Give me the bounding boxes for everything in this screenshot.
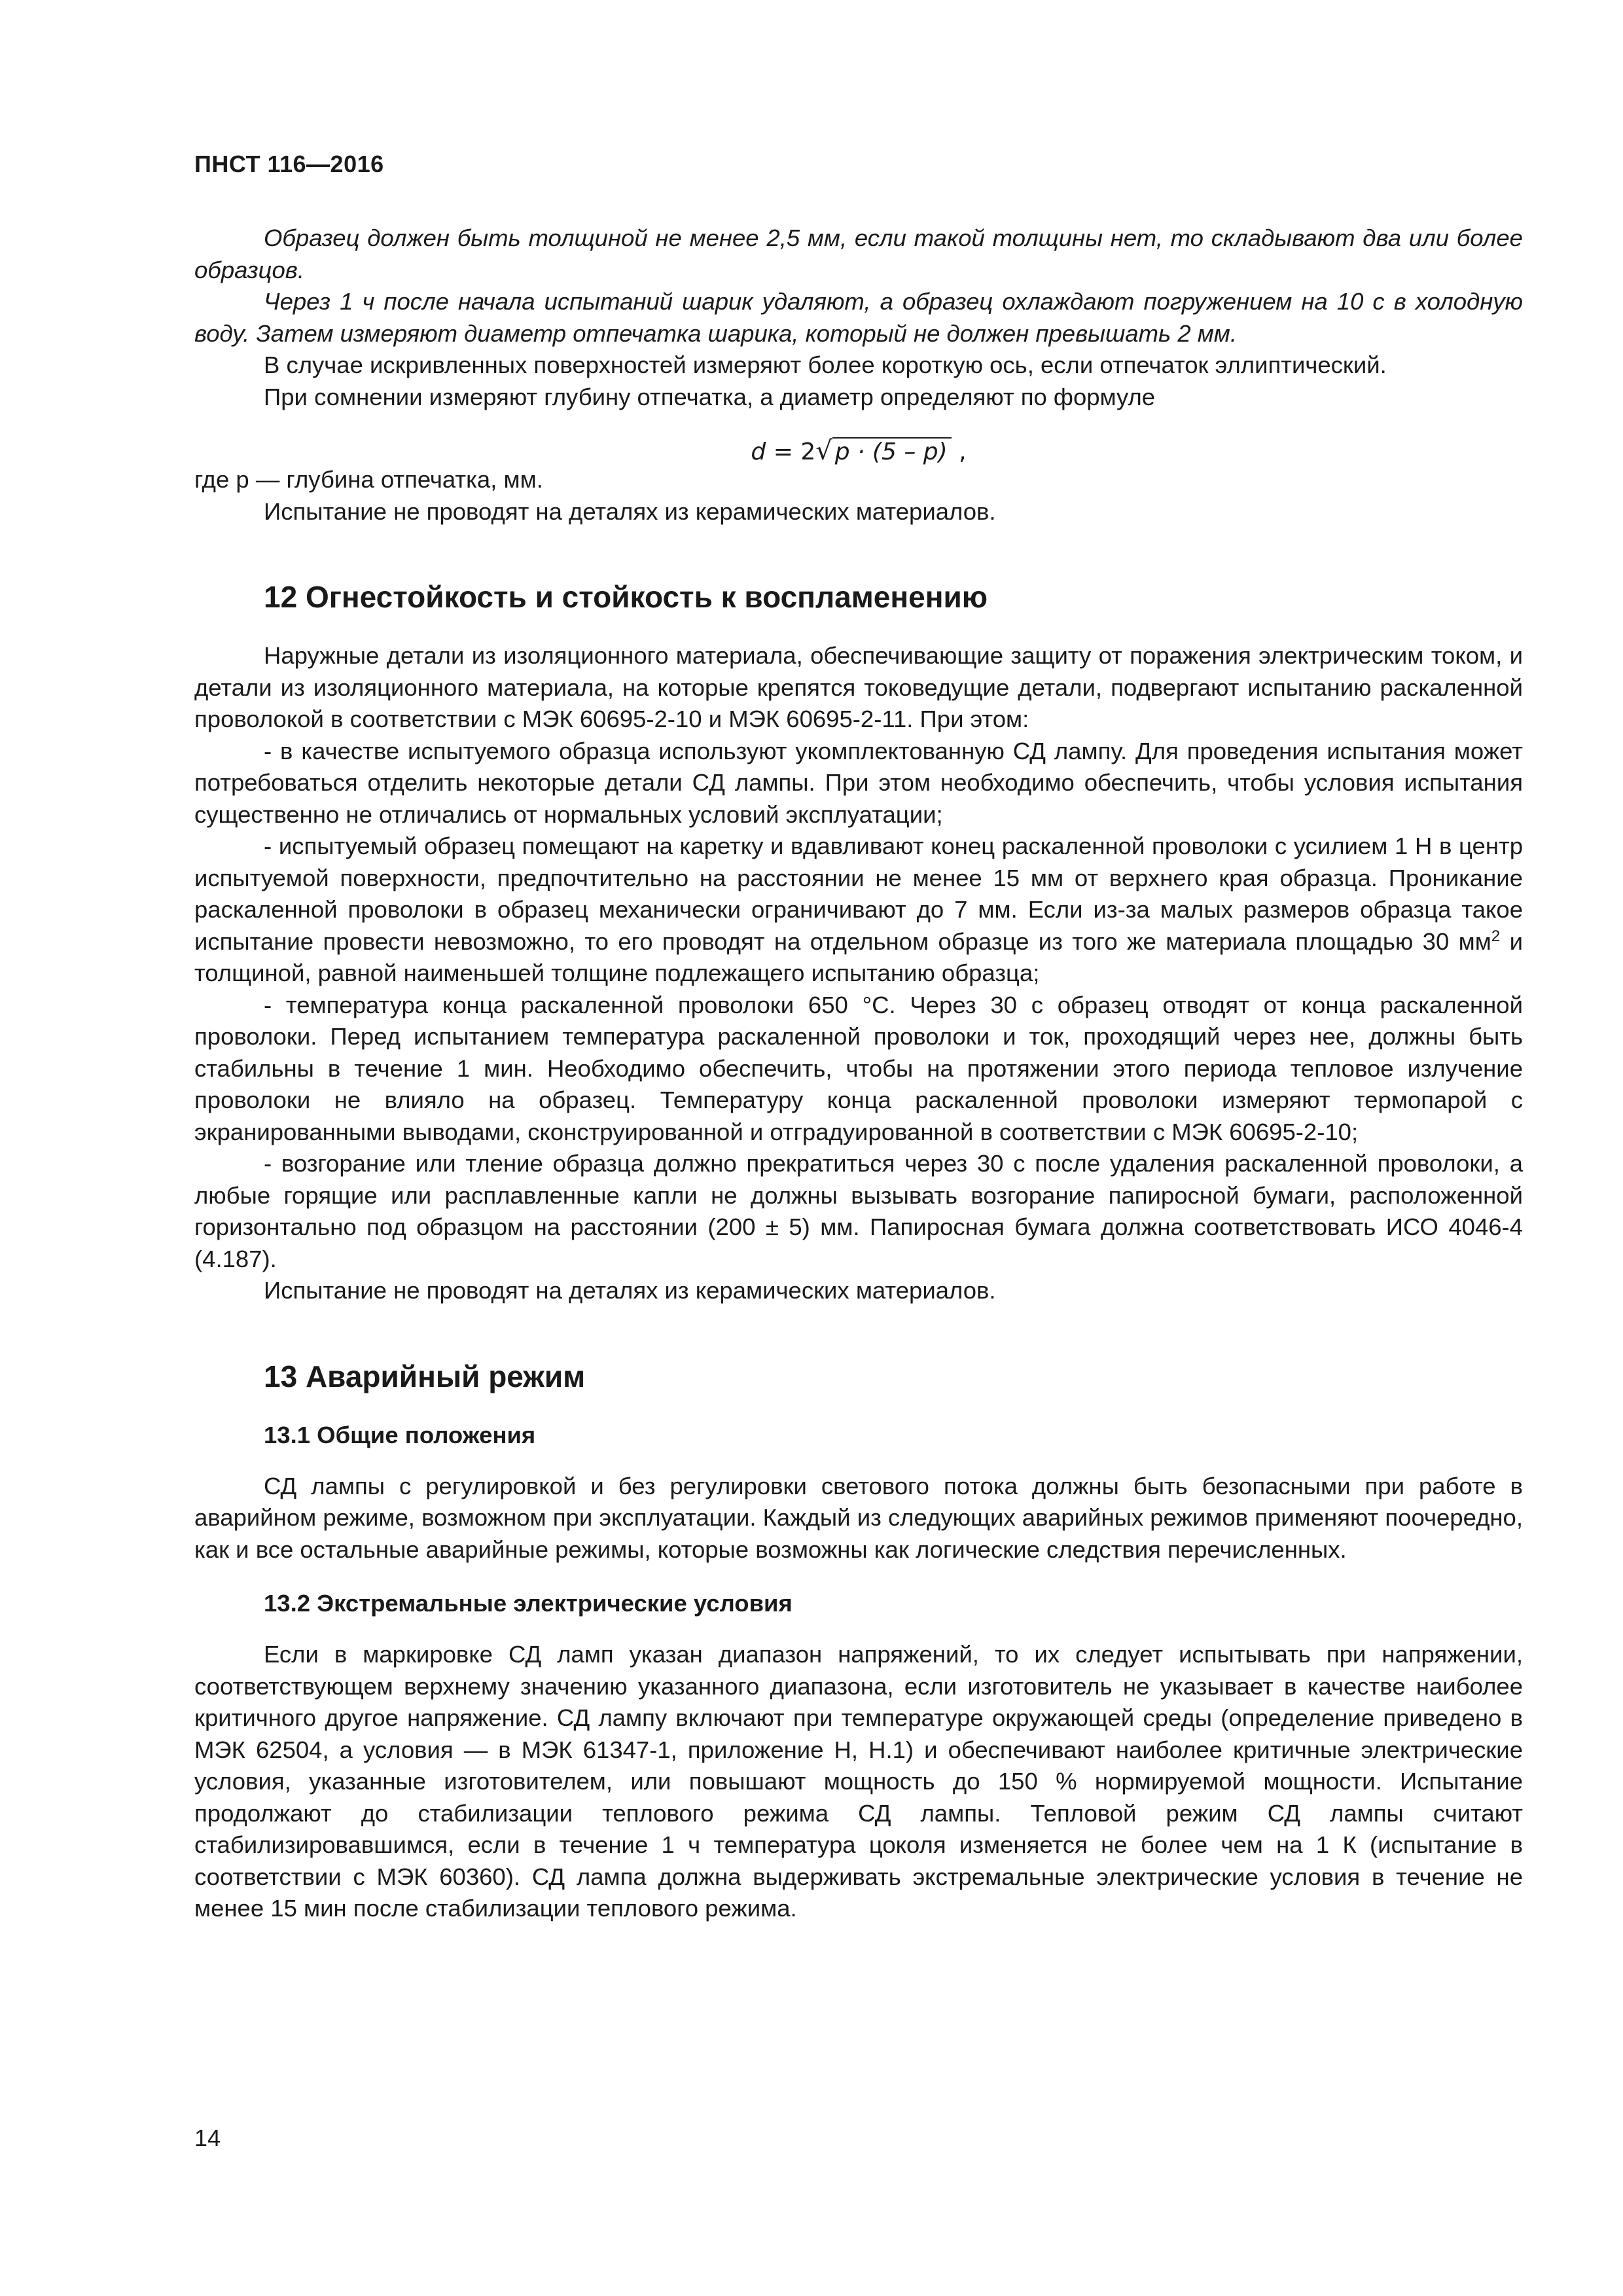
page-content: [194, 223, 1523, 1925]
section-heading-13: 13 Аварийный режим: [264, 1359, 586, 1393]
paragraph: СД лампы с регулировкой и без регулировки светового потока должны быть безопасными при работе в аварийном режиме, возможном при эксплуатации. Каждый из следующих аварийных режимов применяют поочередно, как и все остальные аварийные режимы, которые возможны как логические следствия перечисленных.: [194, 1472, 1523, 1563]
paragraph: Испытание не проводят на деталях из керамических материалов.: [264, 497, 996, 525]
paragraph: Через 1 ч после начала испытаний шарик удаляют, а образец охлаждают погружением на 10 с в холодную воду. Затем измеряют диаметр отпечатка шарика, который не должен превышать 2 мм.: [194, 288, 1523, 347]
paragraph: В случае искривленных поверхностей измеряют более короткую ось, если отпечаток эллиптический.: [264, 351, 1387, 378]
list-item-text: - испытуемый образец помещают на каретку и вдавливают конец раскаленной проволоки с усилием 1 Н в центр испытуемой поверхности, предпочтительно на расстоянии не менее 15 мм от верхнего края образца. Проникание раскаленной проволоки в образец механически ограничивают до 7 мм. Если из-за малых размеров образца такое испытание провести невозможно, то его проводят на отдельном образце из того же материала площадью 30 мм: [194, 833, 1523, 955]
list-item: [194, 831, 1523, 990]
paragraph: Образец должен быть толщиной не менее 2,5 мм, если такой толщины нет, то складывают два или более образцов.: [194, 224, 1523, 283]
paragraph: При сомнении измеряют глубину отпечатка, а диаметр определяют по формуле: [264, 383, 1156, 410]
formula: [194, 435, 1523, 464]
list-item: - в качестве испытуемого образца используют укомплектованную СД лампу. Для проведения испытания может потребоваться отделить некоторые детали СД лампы. При этом необходимо обеспечить, чтобы условия испытания существенно не отличались от нормальных условий эксплуатации;: [194, 737, 1523, 828]
sqrt-sign: √: [815, 436, 832, 466]
subsection-heading-13-2: 13.2 Экстремальные электрические условия: [264, 1590, 793, 1617]
paragraph: Испытание не проводят на деталях из керамических материалов.: [264, 1277, 996, 1304]
paragraph: Если в маркировке СД ламп указан диапазон напряжений, то их следует испытывать при напряжении, соответствующем верхнему значению указанного диапазона, если изготовитель не указывает в качестве наиболее критичного другое напряжение. СД лампу включают при температуре окружающей среды (определение приведено в МЭК 62504, а условия — в МЭК 61347-1, приложение Н, Н.1) и обеспечивают наиболее критичные электрические условия, указанные изготовителем, или повышают мощность до 150 % нормируемой мощности. Испытание продолжают до стабилизации теплового режима СД лампы. Тепловой режим СД лампы считают стабилизировавшимся, если в течение 1 ч температура цоколя изменяется не более чем на 1 К (испытание в соответствии с МЭК 60360). СД лампа должна выдерживать экстремальные электрические условия в течение не менее 15 мин после стабилизации теплового режима.: [194, 1641, 1523, 1922]
list-item: - возгорание или тление образца должно прекратиться через 30 с после удаления раскаленной проволоки, а любые горящие или расплавленные капли не должны вызывать возгорание папиросной бумаги, расположенной горизонтально под образцом на расстоянии (200 ± 5) мм. Папиросная бумага должна соответствовать ИСО 4046-4 (4.187).: [194, 1150, 1523, 1272]
paragraph: Наружные детали из изоляционного материала, обеспечивающие защиту от поражения электрическим током, и детали из изоляционного материала, на которые крепятся токоведущие детали, подвергают испытанию раскаленной проволокой в соответствии с МЭК 60695-2-10 и МЭК 60695-2-11. При этом:: [194, 642, 1523, 732]
list-item: - температура конца раскаленной проволоки 650 °С. Через 30 с образец отводят от конца раскаленной проволоки. Перед испытанием температура раскаленной проволоки и ток, проходящий через нее, должны быть стабильны в течение 1 мин. Необходимо обеспечить, чтобы на протяжении этого периода тепловое излучение проволоки не влияло на образец. Температуру конца раскаленной проволоки измеряют термопарой с экранированными выводами, сконструированной и отградуированной в соответствии с МЭК 60695-2-10;: [194, 991, 1523, 1145]
page-number: 14: [194, 2125, 221, 2151]
formula-tail: ,: [951, 439, 967, 465]
subsection-heading-13-1: 13.1 Общие положения: [264, 1421, 536, 1448]
section-heading-12: 12 Огнестойкость и стойкость к воспламенению: [264, 580, 988, 614]
list-item-text: и толщиной, равной наименьшей толщине подлежащего испытанию образца;: [194, 927, 1523, 986]
formula-radicand: p · (5 – p): [832, 437, 952, 466]
document-header: ПНСТ 116—2016: [194, 151, 384, 177]
formula-explanation: где p — глубина отпечатка, мм.: [194, 466, 543, 493]
superscript: 2: [1491, 927, 1501, 945]
formula-variable: d: [751, 439, 766, 465]
formula-equals: = 2: [766, 439, 816, 465]
